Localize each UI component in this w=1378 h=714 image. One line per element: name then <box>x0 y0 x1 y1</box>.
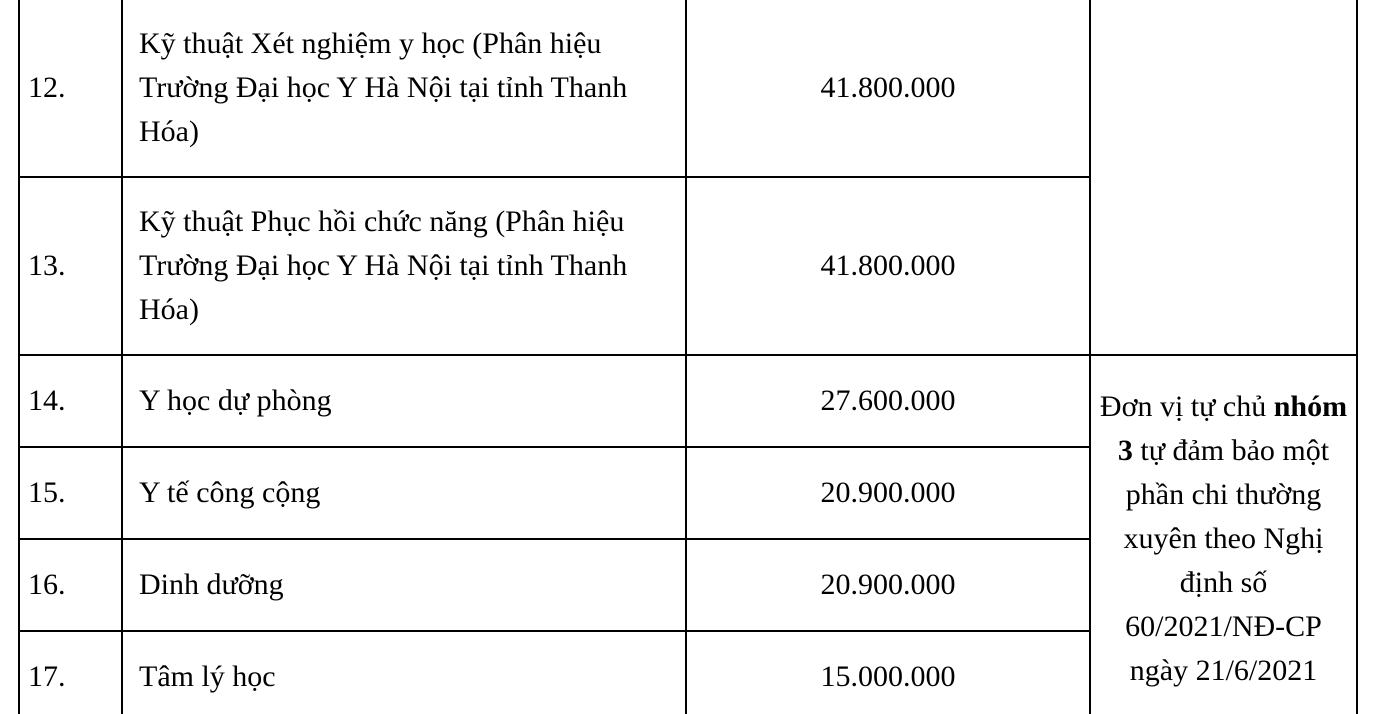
tuition-fee: 41.800.000 <box>686 177 1090 355</box>
program-name: Tâm lý học <box>122 631 686 714</box>
table-row <box>19 355 1357 447</box>
row-number: 12. <box>19 0 122 177</box>
row-number: 15. <box>19 447 122 539</box>
autonomy-note <box>1100 390 1347 687</box>
note-cell-empty <box>1090 0 1357 355</box>
program-name: Kỹ thuật Phục hồi chức năng (Phân hiệu Trường Đại học Y Hà Nội tại tỉnh Thanh Hóa) <box>122 177 686 355</box>
autonomy-note-cell <box>1090 355 1357 714</box>
tuition-fee: 20.900.000 <box>686 447 1090 539</box>
tuition-fee: 41.800.000 <box>686 0 1090 177</box>
table-row <box>19 0 1357 177</box>
row-number: 17. <box>19 631 122 714</box>
tuition-fee-table <box>18 0 1358 714</box>
program-name: Dinh dưỡng <box>122 539 686 631</box>
program-name: Y tế công cộng <box>122 447 686 539</box>
tuition-fee: 27.600.000 <box>686 355 1090 447</box>
note-text-before: Đơn vị tự chủ <box>1099 390 1274 423</box>
program-name: Kỹ thuật Xét nghiệm y học (Phân hiệu Trường Đại học Y Hà Nội tại tỉnh Thanh Hóa) <box>122 0 686 177</box>
note-text-bold: nhóm 3 <box>1117 390 1348 467</box>
row-number: 16. <box>19 539 122 631</box>
program-name: Y học dự phòng <box>122 355 686 447</box>
row-number: 13. <box>19 177 122 355</box>
row-number: 14. <box>19 355 122 447</box>
tuition-fee: 15.000.000 <box>686 631 1090 714</box>
tuition-fee: 20.900.000 <box>686 539 1090 631</box>
note-text-after: tự đảm bảo một phần chi thường xuyên theo Nghị định số 60/2021/NĐ-CP ngày 21/6/2021 <box>1123 434 1330 687</box>
